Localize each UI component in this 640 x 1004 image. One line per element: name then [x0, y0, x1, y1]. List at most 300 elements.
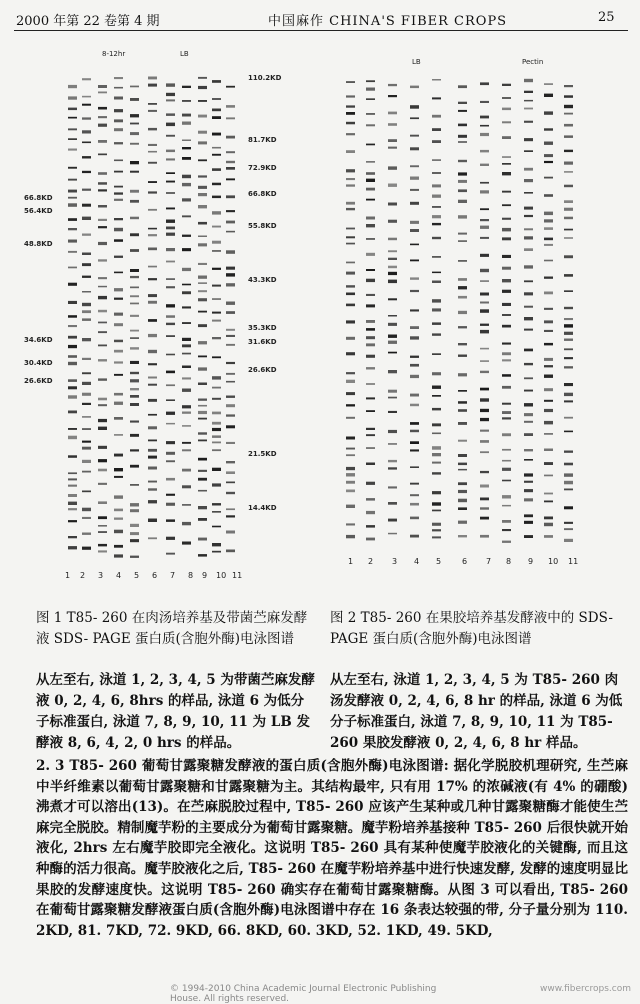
gel-band: [432, 423, 441, 426]
gel-band: [166, 304, 175, 307]
gel-band: [212, 337, 221, 339]
gel-band: [480, 182, 489, 184]
gel-band: [114, 554, 123, 557]
fig1-bands: [68, 77, 235, 558]
gel-band: [68, 283, 77, 286]
gel-band: [130, 465, 139, 468]
gel-band: [458, 189, 467, 192]
gel-band: [346, 454, 355, 456]
gel-band: [182, 412, 191, 414]
gel-band: [226, 195, 235, 198]
gel-band: [480, 324, 489, 326]
gel-band: [366, 224, 375, 227]
gel-band: [68, 478, 77, 480]
gel-band: [388, 486, 397, 488]
gel-band: [544, 244, 553, 246]
gel-band: [82, 428, 91, 430]
gel-band: [366, 269, 375, 271]
gel-band: [346, 304, 355, 307]
gel-band: [502, 191, 511, 193]
gel-band: [458, 482, 467, 485]
gel-band: [366, 434, 375, 436]
gel-band: [198, 243, 207, 246]
gel-band: [346, 228, 355, 230]
gel-band: [226, 231, 235, 233]
gel-band: [524, 403, 533, 406]
gel-band: [544, 409, 553, 412]
gel-band: [182, 405, 191, 408]
gel-band: [82, 460, 91, 463]
gel-band: [166, 261, 175, 263]
gel-band: [346, 523, 355, 525]
gel-band: [198, 141, 207, 144]
gel-band: [458, 141, 467, 143]
gel-band: [98, 459, 107, 462]
gel-band: [432, 395, 441, 397]
gel-band: [182, 485, 191, 488]
gel-band: [524, 390, 533, 392]
gel-band: [502, 255, 511, 258]
gel-band: [68, 395, 77, 398]
gel-band: [114, 434, 123, 436]
gel-band: [212, 412, 221, 415]
gel-band: [480, 535, 489, 538]
gel-band: [212, 98, 221, 100]
gel-band: [346, 392, 355, 395]
gel-band: [502, 460, 511, 462]
gel-band: [98, 286, 107, 288]
figure-1-caption: 图 1 T85- 260 在肉汤培养基及带菌苎麻发酵液 SDS- PAGE 蛋白质(含胞外酶)电泳图谱: [36, 610, 308, 647]
gel-band: [166, 441, 175, 444]
gel-band: [366, 397, 375, 399]
gel-band: [410, 430, 419, 433]
gel-band: [114, 476, 123, 478]
gel-band: [182, 215, 191, 217]
gel-band: [130, 132, 139, 135]
gel-band: [388, 323, 397, 326]
gel-band: [68, 345, 77, 348]
gel-band: [564, 229, 573, 231]
gel-band: [544, 433, 553, 435]
gel-band: [480, 226, 489, 229]
gel-band: [148, 162, 157, 164]
gel-band: [114, 393, 123, 396]
gel-band: [502, 303, 511, 306]
gel-band: [148, 301, 157, 304]
gel-band: [226, 86, 235, 88]
journal-name: 中国麻作 CHINA'S FIBER CROPS: [268, 14, 508, 29]
gel-band: [148, 144, 157, 146]
gel-band: [212, 285, 221, 287]
gel-band: [432, 172, 441, 174]
gel-band: [564, 400, 573, 402]
gel-band: [130, 395, 139, 398]
gel-band: [388, 341, 397, 344]
gel-band: [166, 553, 175, 555]
gel-band: [502, 386, 511, 389]
gel-band: [68, 428, 77, 430]
gel-band: [366, 304, 375, 307]
gel-band: [226, 117, 235, 119]
gel-band: [212, 468, 221, 471]
gel-band: [82, 117, 91, 119]
gel-band: [130, 171, 139, 173]
gel-band: [544, 517, 553, 520]
gel-band: [346, 95, 355, 97]
gel-band: [366, 328, 375, 331]
gel-band: [502, 108, 511, 111]
gel-band: [366, 383, 375, 385]
gel-band: [544, 227, 553, 230]
gel-band: [68, 267, 77, 269]
gel-band: [480, 237, 489, 239]
gel-band: [130, 337, 139, 339]
gel-band: [182, 322, 191, 324]
gel-band: [68, 240, 77, 243]
gel-band: [148, 103, 157, 105]
gel-band: [68, 508, 77, 510]
gel-band: [98, 525, 107, 527]
gel-band: [212, 196, 221, 199]
gel-band: [82, 508, 91, 512]
gel-band: [524, 280, 533, 282]
fig1-marker-left: 66.8KD: [24, 194, 53, 202]
gel-band: [410, 277, 419, 279]
gel-band: [98, 182, 107, 185]
gel-band: [502, 97, 511, 99]
gel-band: [458, 535, 467, 537]
fig1-lane-number: 1: [65, 571, 71, 580]
fig2-lane-number: 7: [486, 557, 492, 566]
gel-band: [564, 324, 573, 327]
gel-band: [130, 86, 139, 88]
gel-band: [346, 535, 355, 538]
gel-band: [198, 458, 207, 461]
gel-band: [366, 428, 375, 430]
gel-band: [544, 128, 553, 130]
gel-band: [68, 138, 77, 140]
gel-band: [480, 409, 489, 412]
gel-band: [226, 425, 235, 428]
gel-band: [148, 399, 157, 402]
gel-band: [366, 336, 375, 339]
gel-band: [480, 302, 489, 304]
gel-band: [432, 115, 441, 118]
gel-band: [198, 356, 207, 358]
gel-band: [388, 370, 397, 373]
gel-band: [410, 441, 419, 444]
gel-band: [198, 418, 207, 420]
page-header: [0, 0, 640, 30]
gel-band: [480, 280, 489, 282]
gel-band: [98, 116, 107, 118]
gel-band: [458, 160, 467, 162]
gel-band: [212, 298, 221, 300]
gel-band: [458, 390, 467, 392]
gel-band: [130, 509, 139, 512]
gel-band: [182, 522, 191, 525]
journal-issue: 2000 年第 22 卷第 4 期: [16, 14, 160, 29]
gel-band: [346, 272, 355, 275]
gel-band: [564, 217, 573, 220]
fig1-marker-right: 35.3KD: [248, 324, 277, 332]
gel-band: [432, 184, 441, 187]
gel-band: [166, 494, 175, 496]
gel-band: [480, 388, 489, 391]
gel-band: [366, 179, 375, 182]
gel-band: [226, 105, 235, 108]
gel-band: [458, 311, 467, 314]
gel-band: [182, 291, 191, 294]
gel-band: [130, 372, 139, 374]
fig1-lane-number: 8: [188, 571, 194, 580]
gel-band: [98, 242, 107, 245]
gel-band: [458, 240, 467, 242]
gel-band: [410, 177, 419, 180]
gel-band: [480, 293, 489, 296]
gel-band: [564, 200, 573, 203]
gel-band: [82, 416, 91, 418]
gel-band: [410, 326, 419, 329]
gel-band: [346, 202, 355, 205]
gel-band: [458, 454, 467, 457]
gel-band: [480, 360, 489, 362]
fig2-lane-number: 5: [436, 557, 442, 566]
gel-band: [166, 384, 175, 386]
gel-band: [366, 511, 375, 514]
gel-band: [544, 535, 553, 538]
gel-band: [432, 237, 441, 239]
gel-band: [182, 235, 191, 237]
gel-band: [366, 253, 375, 256]
gel-band: [544, 365, 553, 367]
gel-band: [502, 480, 511, 482]
gel-band: [502, 136, 511, 139]
gel-band: [148, 350, 157, 353]
gel-band: [226, 221, 235, 224]
gel-band: [366, 161, 375, 163]
gel-band: [388, 335, 397, 338]
fig1-lane-number: 10: [216, 571, 227, 580]
gel-band: [226, 404, 235, 407]
gel-band: [564, 124, 573, 127]
gel-band: [226, 167, 235, 170]
gel-band: [346, 481, 355, 484]
gel-band: [166, 181, 175, 183]
gel-band: [166, 135, 175, 137]
fig1-marker-left: 56.4KD: [24, 207, 53, 215]
gel-band: [130, 114, 139, 117]
gel-band: [114, 495, 123, 498]
gel-band: [458, 260, 467, 262]
gel-band: [212, 422, 221, 425]
gel-band: [68, 336, 77, 339]
gel-band: [68, 203, 77, 207]
figure-1-gel-image: [10, 36, 310, 596]
gel-band: [458, 110, 467, 112]
gel-band: [524, 473, 533, 476]
gel-band: [166, 335, 175, 337]
gel-band: [564, 237, 573, 239]
gel-band: [114, 509, 123, 512]
gel-band: [458, 172, 467, 175]
gel-band: [226, 531, 235, 534]
gel-band: [198, 367, 207, 370]
gel-band: [458, 326, 467, 328]
gel-band: [130, 217, 139, 220]
gel-band: [524, 481, 533, 483]
gel-band: [166, 537, 175, 540]
fig1-group-label-2: LB: [180, 50, 189, 58]
gel-band: [114, 323, 123, 326]
gel-band: [198, 222, 207, 225]
gel-band: [388, 266, 397, 269]
gel-band: [432, 308, 441, 311]
gel-band: [82, 291, 91, 293]
fig1-lane-number: 9: [202, 571, 208, 580]
gel-band: [130, 449, 139, 451]
gel-band: [366, 498, 375, 501]
gel-band: [410, 105, 419, 109]
gel-band: [346, 105, 355, 107]
gel-band: [458, 286, 467, 289]
figure-2-gel-image: [330, 36, 640, 596]
header-rule: [14, 30, 628, 31]
gel-band: [410, 517, 419, 520]
gel-band: [564, 528, 573, 530]
gel-band: [458, 102, 467, 104]
gel-band: [182, 306, 191, 308]
gel-band: [212, 376, 221, 379]
gel-band: [114, 288, 123, 291]
gel-band: [182, 442, 191, 444]
gel-band: [366, 80, 375, 82]
gel-band: [458, 215, 467, 218]
gel-band: [82, 217, 91, 220]
figure-1-gel: [10, 36, 310, 596]
gel-band: [410, 290, 419, 292]
gel-band: [366, 113, 375, 115]
gel-band: [388, 533, 397, 535]
gel-band: [388, 272, 397, 275]
gel-band: [98, 154, 107, 156]
gel-band: [68, 315, 77, 318]
gel-band: [148, 228, 157, 230]
gel-band: [114, 142, 123, 144]
gel-band: [68, 436, 77, 440]
gel-band: [564, 489, 573, 491]
gel-band: [130, 503, 139, 506]
fig2-lane-number: 2: [368, 557, 374, 566]
gel-band: [432, 408, 441, 411]
gel-band: [480, 517, 489, 520]
gel-band: [82, 253, 91, 256]
gel-band: [388, 166, 397, 169]
gel-band: [544, 194, 553, 197]
gel-band: [346, 352, 355, 355]
gel-band: [68, 108, 77, 111]
gel-band: [502, 433, 511, 436]
gel-band: [198, 77, 207, 79]
gel-band: [114, 518, 123, 520]
fig1-marker-right: 31.6KD: [248, 338, 277, 346]
gel-band: [148, 449, 157, 452]
gel-band: [148, 319, 157, 322]
gel-band: [502, 267, 511, 270]
section-2-3-paragraph: 2. 3 T85- 260 葡萄甘露聚糖发酵液的蛋白质(含胞外酶)电泳图谱: 据化学脱胶机理研究, 生苎麻中半纤维素以葡萄甘露聚糖和甘露聚糖为主。其结构最牢, 只有用 17% 的浓碱液(有 4% 的硼酸)沸煮才可以溶出(13)。在苎麻脱胶过程中, T85- 260 应该产生某种或几种甘露聚糖酶才能使生苎麻完全脱胶。精制魔芋粉的主要成分为葡萄甘露聚糖。魔芋粉培养基接种 T85- 260 后很快就开始液化, 2hrs 左右魔芋胶即完全液化。这说明 T85- 260 具有某种使魔芋胶液化的关键酶, 而且这种酶的活力很高。魔芋胶液化之后, T85- 260 在魔芋粉培养基中进行快速发酵, 发酵的速度明显比果胶的发酵速度快。这说明 T85- 260 确实存在葡萄甘露聚糖酶。从图 3 可以看出, T85- 260 在葡萄甘露聚糖发酵液蛋白质(含胞外酶)电泳图谱中存在 16 条表达较强的带, 分子量分别为 110. 2KD, 81. 7KD, 72. 9KD, 66. 8KD, 60. 3KD, 52. 1KD, 49. 5KD,: [36, 758, 628, 939]
gel-band: [212, 543, 221, 546]
gel-band: [458, 296, 467, 299]
gel-band: [564, 95, 573, 98]
gel-band: [130, 388, 139, 390]
gel-band: [564, 506, 573, 509]
gel-band: [480, 269, 489, 272]
gel-band: [68, 149, 77, 151]
gel-band: [98, 516, 107, 519]
gel-band: [366, 88, 375, 91]
gel-band: [212, 526, 221, 528]
gel-band: [182, 284, 191, 286]
fig1-lane-number: 11: [232, 571, 243, 580]
gel-band: [480, 451, 489, 453]
gel-band: [130, 330, 139, 332]
gel-band: [432, 206, 441, 208]
gel-band: [432, 353, 441, 355]
gel-band: [388, 519, 397, 522]
gel-band: [68, 355, 77, 358]
gel-band: [212, 428, 221, 431]
gel-band: [432, 372, 441, 375]
gel-band: [114, 340, 123, 343]
gel-band: [458, 409, 467, 412]
gel-band: [212, 109, 221, 112]
gel-band: [130, 484, 139, 486]
gel-band: [480, 164, 489, 166]
gel-band: [114, 186, 123, 188]
gel-band: [148, 537, 157, 539]
gel-band: [68, 117, 77, 119]
gel-band: [502, 84, 511, 86]
gel-band: [98, 359, 107, 361]
gel-band: [212, 250, 221, 252]
gel-band: [564, 393, 573, 396]
gel-band: [130, 524, 139, 527]
gel-band: [148, 151, 157, 153]
gel-band: [114, 298, 123, 300]
gel-band: [544, 523, 553, 527]
gel-band: [480, 133, 489, 136]
gel-band: [226, 362, 235, 364]
gel-band: [366, 410, 375, 412]
gel-band: [564, 274, 573, 277]
gel-band: [198, 383, 207, 386]
gel-band: [98, 550, 107, 552]
gel-band: [458, 521, 467, 524]
gel-band: [502, 121, 511, 123]
gel-band: [346, 417, 355, 419]
gel-band: [114, 119, 123, 122]
gel-band: [166, 423, 175, 425]
gel-band: [68, 411, 77, 414]
fig1-marker-right: 81.7KD: [248, 136, 277, 144]
page-number: 25: [598, 10, 615, 25]
gel-band: [524, 498, 533, 501]
gel-band: [182, 389, 191, 392]
gel-band: [544, 154, 553, 157]
gel-band: [346, 208, 355, 210]
gel-band: [130, 379, 139, 382]
gel-band: [130, 421, 139, 423]
